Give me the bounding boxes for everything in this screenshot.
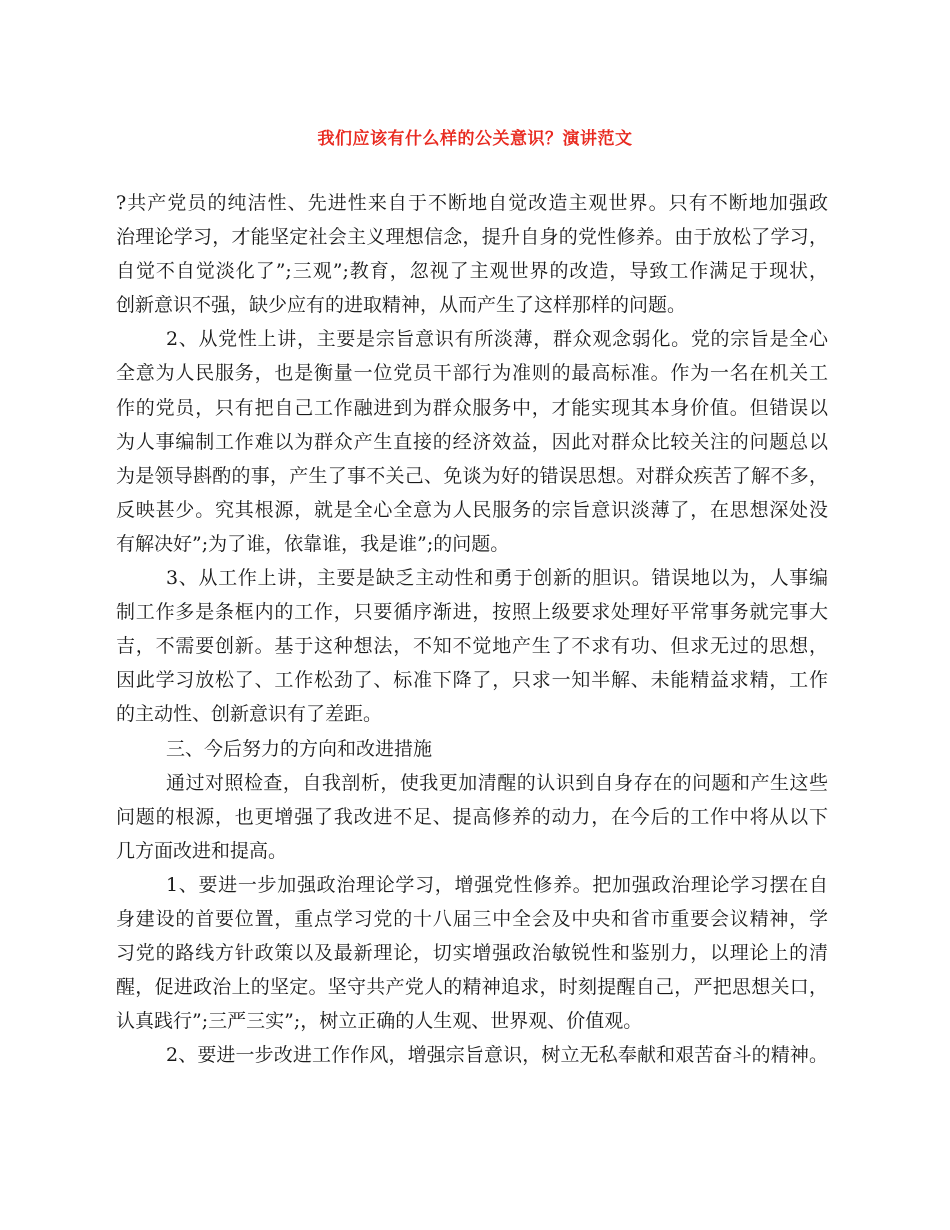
text-line: 为人事编制工作难以为群众产生直接的经济效益，因此对群众比较关注的问题总以 xyxy=(116,430,828,453)
text-line: 认真践行”;三严三实”;，树立正确的人生观、世界观、价值观。 xyxy=(116,1010,643,1033)
text-line: 全意为人民服务，也是衡量一位党员干部行为准则的最高标准。作为一名在机关工 xyxy=(116,362,828,385)
text-line: 身建设的首要位置，重点学习党的十八届三中全会及中央和省市重要会议精神，学 xyxy=(116,907,828,930)
text-line: 治理论学习，才能坚定社会主义理想信念，提升自身的党性修养。由于放松了学习， xyxy=(116,226,828,249)
text-line: 三、今后努力的方向和改进措施 xyxy=(166,737,433,760)
text-line: 1、要进一步加强政治理论学习，增强党性修养。把加强政治理论学习摆在自 xyxy=(166,873,828,896)
text-line: 2、从党性上讲，主要是宗旨意识有所淡薄，群众观念弱化。党的宗旨是全心 xyxy=(166,328,828,351)
text-line: ?共产党员的纯洁性、先进性来自于不断地自觉改造主观世界。只有不断地加强政 xyxy=(116,192,828,214)
text-line: 的主动性、创新意识有了差距。 xyxy=(116,703,383,726)
text-line: 3、从工作上讲，主要是缺乏主动性和勇于创新的胆识。错误地以为，人事编 xyxy=(166,567,828,590)
text-line: 为是领导斟酌的事，产生了事不关己、免谈为好的错误思想。对群众疾苦了解不多， xyxy=(116,464,828,487)
text-line: 吉，不需要创新。基于这种想法，不知不觉地产生了不求有功、但求无过的思想， xyxy=(116,635,828,658)
text-line: 反映甚少。究其根源，就是全心全意为人民服务的宗旨意识淡薄了，在思想深处没 xyxy=(116,498,828,521)
text-line: 因此学习放松了、工作松劲了、标准下降了，只求一知半解、未能精益求精，工作 xyxy=(116,669,828,692)
text-line: 问题的根源，也更增强了我改进不足、提高修养的动力，在今后的工作中将从以下 xyxy=(116,805,828,828)
text-line: 习党的路线方针政策以及最新理论，切实增强政治敏锐性和鉴别力，以理论上的清 xyxy=(116,942,828,965)
document-body xyxy=(116,186,828,1072)
text-line: 几方面改进和提高。 xyxy=(116,839,288,862)
document-title: 我们应该有什么样的公关意识？演讲范文 xyxy=(317,129,633,149)
text-line: 醒，促进政治上的坚定。坚守共产党人的精神追求，时刻提醒自己，严把思想关口， xyxy=(116,976,828,999)
text-line: 创新意识不强，缺少应有的进取精神，从而产生了这样那样的问题。 xyxy=(116,294,687,317)
text-line: 有解决好”;为了谁，依靠谁，我是谁”;的问题。 xyxy=(116,532,510,555)
text-line: 作的党员，只有把自己工作融进到为群众服务中，才能实现其本身价值。但错误以 xyxy=(116,396,828,419)
text-line: 自觉不自觉淡化了”;三观”;教育，忽视了主观世界的改造，导致工作满足于现状， xyxy=(116,260,828,283)
text-line: 制工作多是条框内的工作，只要循序渐进，按照上级要求处理好平常事务就完事大 xyxy=(116,601,828,624)
text-line: 通过对照检查，自我剖析，使我更加清醒的认识到自身存在的问题和产生这些 xyxy=(166,771,828,794)
text-line: 2、要进一步改进工作作风，增强宗旨意识，树立无私奉献和艰苦奋斗的精神。 xyxy=(166,1044,828,1067)
